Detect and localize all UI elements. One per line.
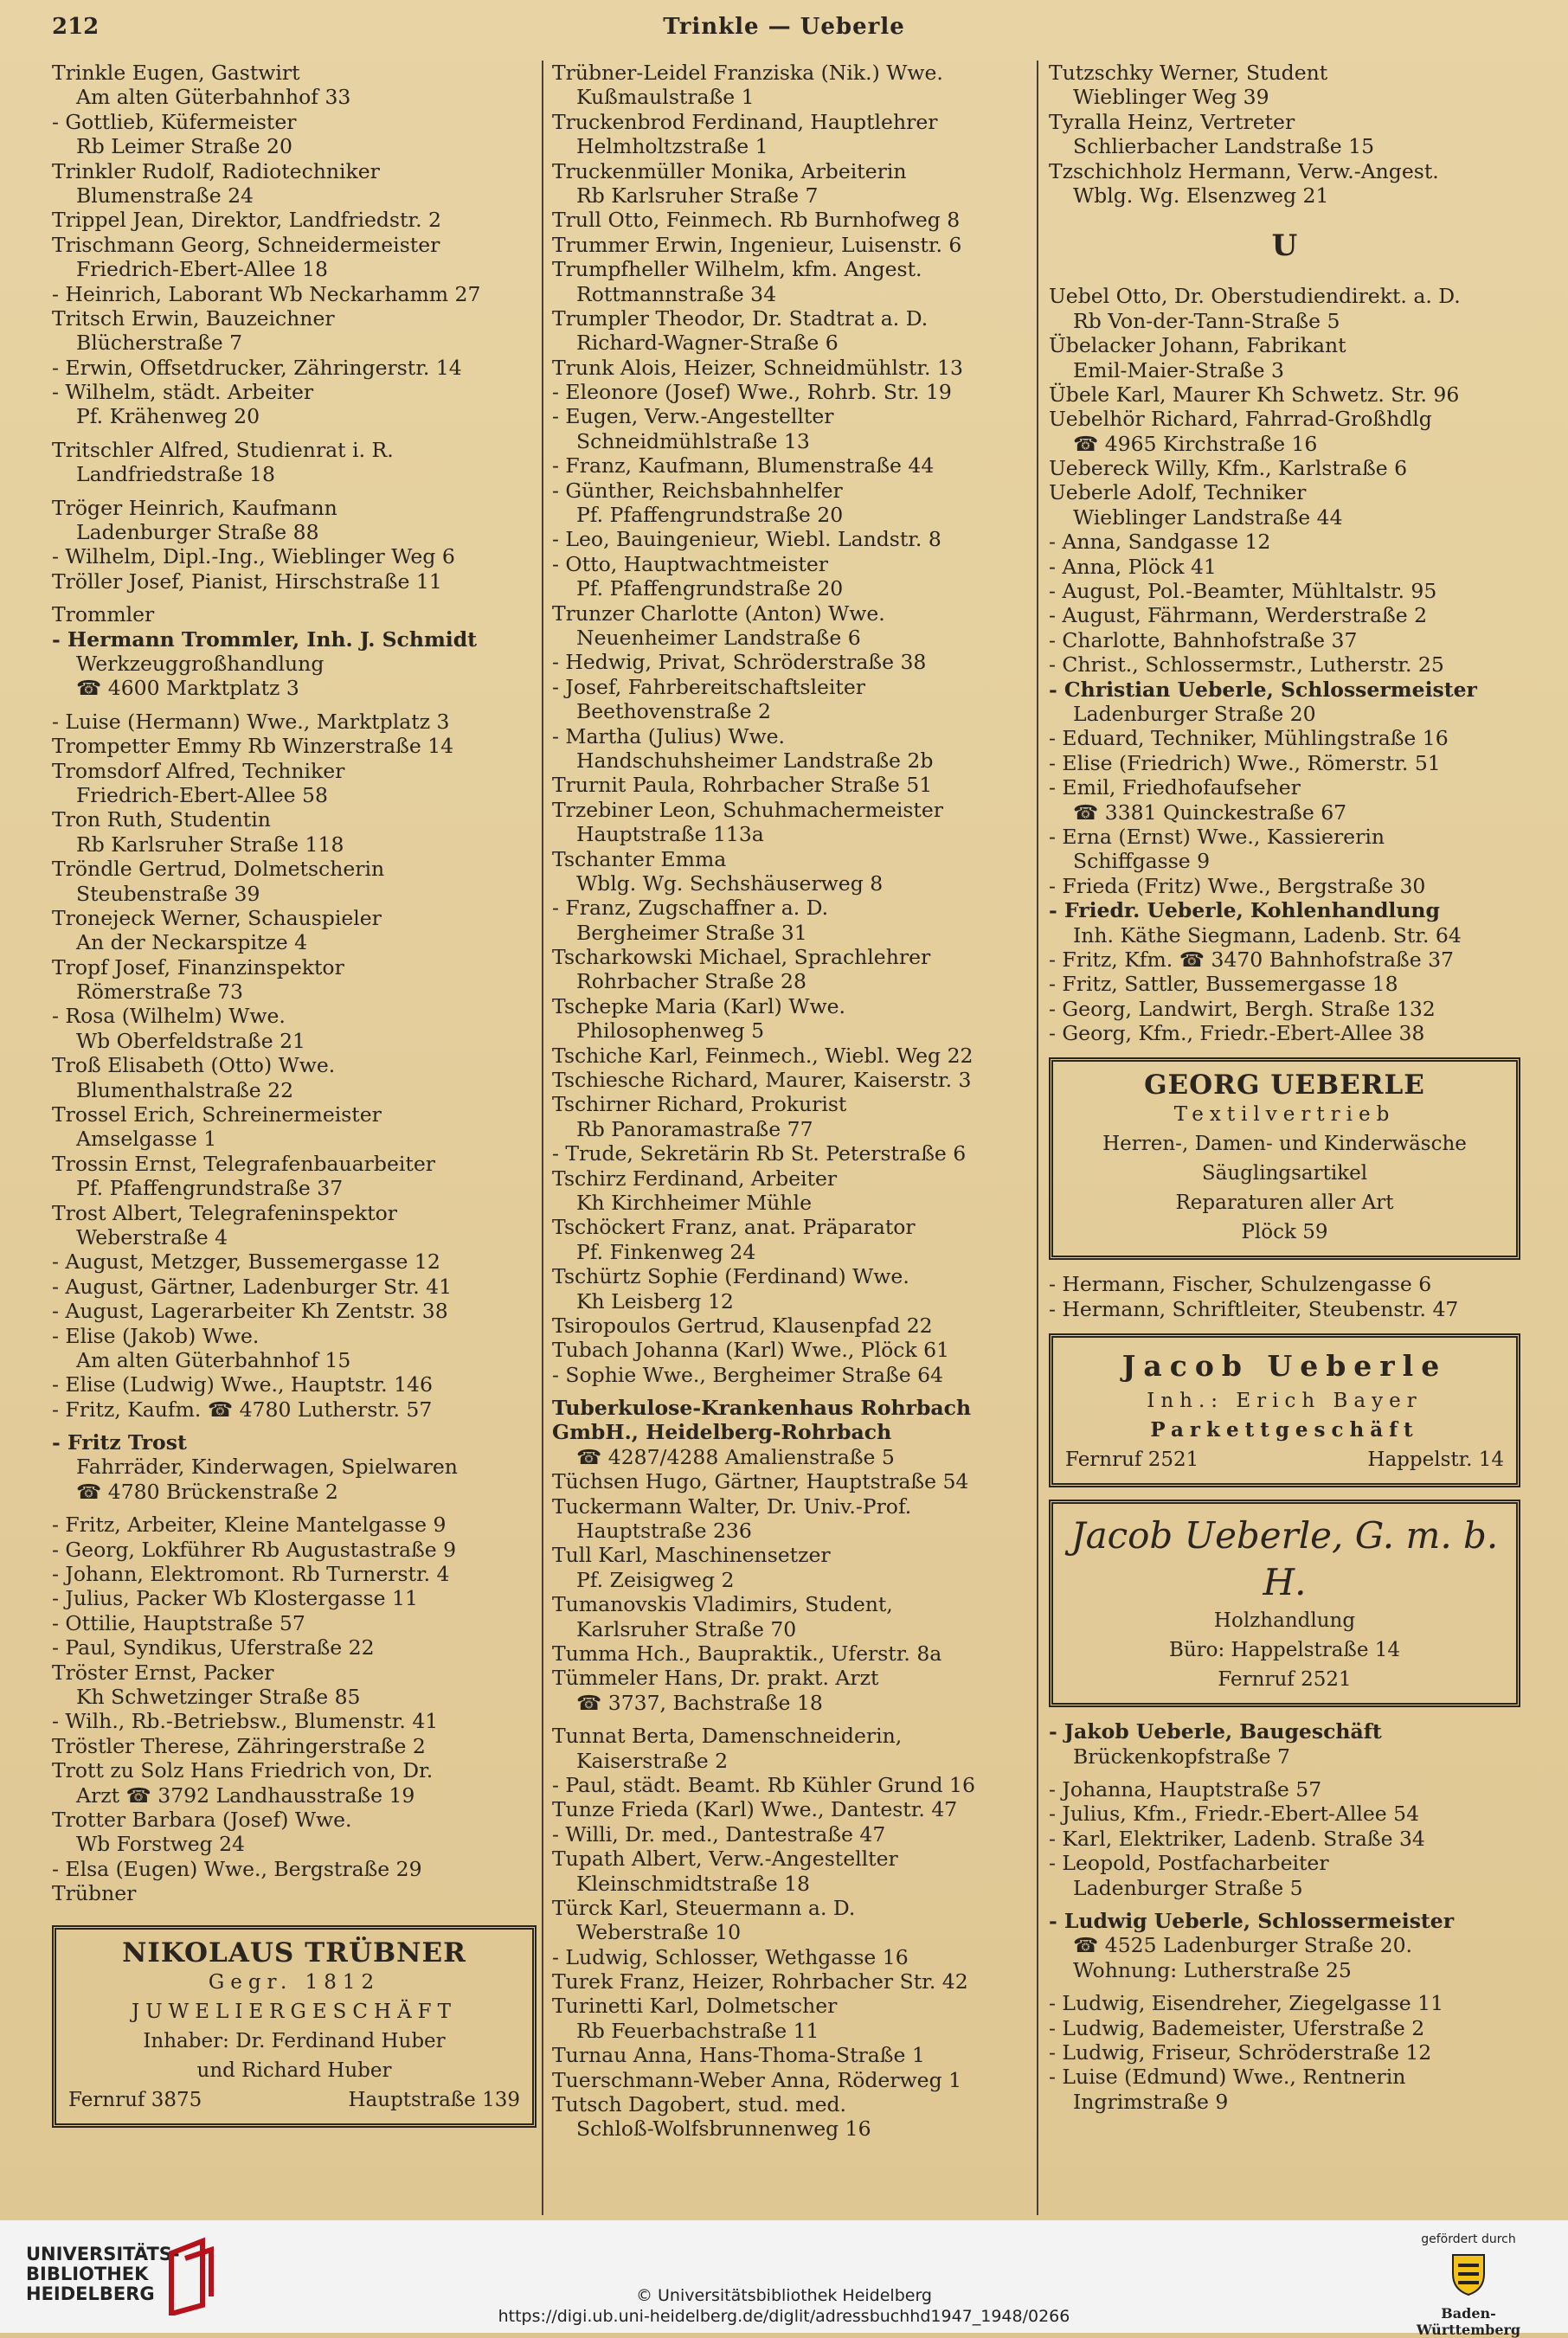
directory-entry-line: - Eduard, Techniker, Mühlingstraße 16 [1049,726,1449,751]
directory-entry-line: Truckenbrod Ferdinand, Hauptlehrer [552,109,938,134]
library-name-line: BIBLIOTHEK [26,2264,149,2284]
ad-line: Reparaturen aller Art [1175,1191,1394,1215]
directory-entry-line: Trommler [52,602,155,627]
ad-jacob-ueberle-parkett [1049,1333,1520,1487]
directory-entry-line: Trippel Jean, Direktor, Landfriedstr. 2 [52,208,441,233]
directory-entry-line: - Leo, Bauingenieur, Wiebl. Landstr. 8 [552,527,941,552]
ad-line: Herren-, Damen- und Kinderwäsche [1102,1133,1467,1156]
directory-entry-line: - Fritz, Kfm. ☎ 3470 Bahnhofstraße 37 [1049,947,1454,972]
entry-spacer [552,1715,1024,1724]
ad-phone: Fernruf 3875 [68,2088,202,2111]
directory-entry-line: Ladenburger Straße 5 [1073,1875,1303,1900]
directory-entry-line: - Jakob Ueberle, Baugeschäft [1049,1719,1382,1744]
directory-entry-line: Trossin Ernst, Telegrafenbauarbeiter [52,1151,435,1176]
ad-owner-line: und Richard Huber [196,2059,392,2082]
directory-entry-line: Trunzer Charlotte (Anton) Wwe. [552,601,885,626]
entry-spacer [52,1422,537,1430]
directory-entry-line: Am alten Güterbahnhof 15 [76,1347,351,1372]
directory-entry-line: Tschiche Karl, Feinmech., Wiebl. Weg 22 [552,1043,974,1068]
directory-entry-line: - Paul, städt. Beamt. Rb Kühler Grund 16 [552,1772,975,1797]
directory-entry-line: Tuckermann Walter, Dr. Univ.-Prof. [552,1493,912,1519]
directory-entry-line: - Frieda (Fritz) Wwe., Bergstraße 30 [1049,873,1426,898]
directory-entry-line: Kaiserstraße 2 [576,1748,729,1773]
directory-entry-line: Schneidmühlstraße 13 [576,428,810,453]
directory-entry-line: - Leopold, Postfacharbeiter [1049,1851,1329,1876]
directory-entry-line: Tröger Heinrich, Kaufmann [52,495,337,520]
directory-entry-line: - Hermann Trommler, Inh. J. Schmidt [52,626,478,652]
directory-entry-line: - Heinrich, Laborant Wb Neckarhamm 27 [52,281,481,306]
directory-entry-line: Tubach Johanna (Karl) Wwe., Plöck 61 [552,1338,950,1363]
directory-entry-line: - August, Fährmann, Werderstraße 2 [1049,603,1428,628]
ad-georg-ueberle [1049,1057,1520,1260]
ad-address: Happelstr. 14 [1367,1448,1504,1472]
directory-entry-line: ☎ 4525 Ladenburger Straße 20. [1073,1933,1413,1958]
page-number: 212 [52,14,100,40]
directory-entry-line: Friedrich-Ebert-Allee 18 [76,257,328,282]
directory-entry-line: Wblg. Wg. Elsenzweg 21 [1073,183,1329,208]
directory-entry-line: Weberstraße 10 [576,1920,742,1945]
directory-entry-line: Trurnit Paula, Rohrbacher Straße 51 [552,773,933,798]
directory-entry-line: Tumma Hch., Baupraktik., Uferstr. 8a [552,1641,942,1666]
sponsor-name: Baden-Württemberg [1416,2305,1521,2338]
directory-entry-line: Ingrimstraße 9 [1073,2089,1229,2114]
directory-entry-line: Tröndle Gertrud, Dolmetscherin [52,857,385,882]
directory-entry-line: Handschuhsheimer Landstraße 2b [576,748,934,773]
library-footer [0,2220,1568,2338]
directory-entry-line: Tritsch Erwin, Bauzeichner [52,305,335,331]
directory-entry-line: Tuerschmann-Weber Anna, Röderweg 1 [552,2067,962,2092]
directory-entry-line: Übele Karl, Maurer Kh Schwetz. Str. 96 [1049,382,1460,407]
directory-entry-line: Kh Kirchheimer Mühle [576,1190,812,1215]
section-letter: U [1271,228,1298,264]
entries-col3-mid [1049,284,1520,1045]
directory-entry-line: - Ottilie, Hauptstraße 57 [52,1610,305,1635]
directory-entry-line: - Charlotte, Bahnhofstraße 37 [1049,627,1358,652]
directory-entry-line: An der Neckarspitze 4 [76,930,308,955]
directory-entry-line: Emil-Maier-Straße 3 [1073,357,1284,382]
column-2 [552,61,1024,2142]
directory-entry-line: Trompetter Emmy Rb Winzerstraße 14 [52,734,454,759]
directory-entry-line: Tronejeck Werner, Schauspieler [52,905,382,930]
directory-entry-line: Tröstler Therese, Zähringerstraße 2 [52,1733,426,1758]
ad-address: Plöck 59 [1241,1221,1328,1244]
directory-entry-line: Trübner-Leidel Franziska (Nik.) Wwe. [552,61,943,85]
sponsor-label: gefördert durch [1421,2232,1516,2246]
directory-entry-line: - Hermann, Schriftleiter, Steubenstr. 47 [1049,1296,1459,1321]
directory-entry-line: - Hermann, Fischer, Schulzengasse 6 [1049,1272,1432,1297]
ad-business: JUWELIERGESCHÄFT [132,2000,457,2023]
directory-entry-line: Truckenmüller Monika, Arbeiterin [552,158,907,183]
directory-entry-line: Tschanter Emma [552,846,727,871]
directory-entry-line: - Wilhelm, Dipl.-Ing., Wieblinger Weg 6 [52,544,455,569]
directory-entry-line: - Ludwig Ueberle, Schlossermeister [1049,1908,1455,1933]
directory-entry-line: Tumanovskis Vladimirs, Student, [552,1592,893,1617]
directory-entry-line: - Anna, Plöck 41 [1049,554,1217,579]
directory-entry-line: Trunk Alois, Heizer, Schneidmühlstr. 13 [552,355,963,380]
directory-entry-line: - Julius, Packer Wb Klostergasse 11 [52,1586,418,1611]
directory-entry-line: Troß Elisabeth (Otto) Wwe. [52,1053,336,1078]
entry-spacer [1049,1982,1520,1991]
directory-entry-line: Rb Leimer Straße 20 [76,134,292,159]
column-1 [52,61,537,2140]
source-url[interactable]: https://digi.ub.uni-heidelberg.de/diglit/adressbuchhd1947_1948/0266 [498,2307,1070,2326]
directory-entry-line: Übelacker Johann, Fabrikant [1049,333,1346,358]
directory-entry-line: - Georg, Landwirt, Bergh. Straße 132 [1049,996,1436,1021]
directory-entry-line: - Karl, Elektriker, Ladenb. Straße 34 [1049,1826,1425,1851]
directory-entry-line: Ladenburger Straße 20 [1073,701,1316,726]
directory-entry-line: Tröller Josef, Pianist, Hirschstraße 11 [52,568,442,594]
directory-entry-line: GmbH., Heidelberg-Rohrbach [552,1420,892,1445]
directory-entry-line: Tschirz Ferdinand, Arbeiter [552,1166,838,1191]
directory-entry-line: Rb Karlsruher Straße 118 [76,832,344,857]
directory-entry-line: ☎ 4600 Marktplatz 3 [76,676,299,701]
ad-contact-row [68,2085,520,2115]
directory-entry-line: Wb Forstweg 24 [76,1832,246,1857]
directory-entry-line: - Trude, Sekretärin Rb St. Peterstraße 6 [552,1141,967,1166]
directory-entry-line: Trull Otto, Feinmech. Rb Burnhofweg 8 [552,208,961,233]
directory-entry-line: Neuenheimer Landstraße 6 [576,625,861,650]
directory-entry-line: Pf. Finkenweg 24 [576,1239,756,1264]
directory-entry-line: - Fritz, Sattler, Bussemergasse 18 [1049,972,1398,997]
directory-entry-line: Philosophenweg 5 [576,1018,765,1044]
directory-entry-line: Rb Feuerbachstraße 11 [576,2018,819,2043]
directory-entry-line: Trummer Erwin, Ingenieur, Luisenstr. 6 [552,232,962,257]
directory-entry-line: ☎ 4287/4288 Amalienstraße 5 [576,1444,895,1469]
directory-entry-line: Trinkle Eugen, Gastwirt [52,61,300,85]
copyright-notice: © Universitätsbibliothek Heidelberg [635,2286,932,2305]
directory-entry-line: - Fritz Trost [52,1430,187,1455]
directory-entry-line: Turinetti Karl, Dolmetscher [552,1994,838,2019]
directory-entry-line: ☎ 4780 Brückenstraße 2 [76,1479,338,1504]
directory-entry-line: - Wilh., Rb.-Betriebsw., Blumenstr. 41 [52,1709,439,1734]
directory-entry-line: - Ludwig, Eisendreher, Ziegelgasse 11 [1049,1991,1444,2016]
directory-entry-line: ☎ 4965 Kirchstraße 16 [1073,431,1318,456]
directory-entry-line: Römerstraße 73 [76,980,243,1005]
directory-entry-line: Wohnung: Lutherstraße 25 [1073,1957,1352,1982]
directory-entry-line: - Georg, Lokführer Rb Augustastraße 9 [52,1537,457,1562]
directory-entry-line: - Luise (Edmund) Wwe., Rentnerin [1049,2065,1406,2090]
ad-jacob-ueberle-holz [1049,1500,1520,1707]
directory-entry-line: Hauptstraße 113a [576,822,764,847]
directory-entry-line: Tron Ruth, Studentin [52,807,271,832]
entry-spacer [52,1504,537,1513]
ad-title: GEORG UEBERLE [1144,1069,1425,1102]
directory-entry-line: - Otto, Hauptwachtmeister [552,551,828,576]
ad-title: NIKOLAUS TRÜBNER [122,1937,466,1969]
ad-phone: Fernruf 2521 [1065,1448,1199,1472]
directory-entry-line: Brückenkopfstraße 7 [1073,1744,1290,1769]
entry-spacer [1049,1900,1520,1909]
entry-spacer [52,701,537,710]
directory-entry-line: Ladenburger Straße 88 [76,520,319,545]
directory-entry-line: - Georg, Kfm., Friedr.-Ebert-Allee 38 [1049,1021,1425,1046]
ad-contact-row [1065,1445,1504,1474]
directory-entry-line: Pf. Pfaffengrundstraße 20 [576,576,844,601]
directory-entry-line: Tschiesche Richard, Maurer, Kaiserstr. 3 [552,1068,972,1093]
ad-address: Hauptstraße 139 [348,2088,520,2111]
directory-entry-line: Beethovenstraße 2 [576,699,771,724]
directory-entry-line: - Ludwig, Bademeister, Uferstraße 2 [1049,2015,1425,2040]
ad-business: Holzhandlung [1213,1609,1356,1633]
directory-entry-line: - Wilhelm, städt. Arbeiter [52,380,314,405]
entry-spacer [1049,1769,1520,1777]
directory-entry-line: Schloß-Wolfsbrunnenweg 16 [576,2116,871,2142]
sponsor-block [1404,2232,1533,2338]
directory-entry-line: - Eleonore (Josef) Wwe., Rohrb. Str. 19 [552,380,952,405]
directory-entry-line: Wb Oberfeldstraße 21 [76,1028,306,1053]
directory-entry-line: Steubenstraße 39 [76,881,260,906]
directory-entry-line: - Christ., Schlossermstr., Lutherstr. 25 [1049,652,1444,678]
directory-entry-line: Pf. Pfaffengrundstraße 20 [576,503,844,528]
directory-entry-line: - Eugen, Verw.-Angestellter [552,404,834,429]
directory-entry-line: - August, Pol.-Beamter, Mühltalstr. 95 [1049,579,1437,604]
directory-entry-line: Helmholtzstraße 1 [576,134,768,159]
directory-entry-line: Wieblinger Landstraße 44 [1073,504,1343,530]
directory-entry-line: - Elsa (Eugen) Wwe., Bergstraße 29 [52,1856,422,1881]
directory-entry-line: Blumenthalstraße 22 [76,1077,294,1102]
column-3 [1049,61,1520,2114]
directory-entry-line: Tutsch Dagobert, stud. med. [552,2092,847,2117]
directory-entry-line: Am alten Güterbahnhof 33 [76,85,351,110]
directory-entry-line: Tull Karl, Maschinensetzer [552,1543,831,1568]
directory-entry-line: - Willi, Dr. med., Dantestraße 47 [552,1821,886,1847]
ad-business: Parkettgeschäft [1150,1418,1419,1442]
library-name-line: HEIDELBERG [26,2283,155,2304]
directory-entry-line: - Elise (Ludwig) Wwe., Hauptstr. 146 [52,1372,433,1397]
directory-entry-line: Trossel Erich, Schreinermeister [52,1102,382,1127]
directory-entry-line: Tyralla Heinz, Vertreter [1049,109,1295,134]
directory-entry-line: - Paul, Syndikus, Uferstraße 22 [52,1635,375,1660]
directory-entry-line: - Günther, Reichsbahnhelfer [552,478,843,503]
ad-line: Säuglingsartikel [1201,1162,1368,1185]
directory-entry-line: Amselgasse 1 [76,1127,217,1152]
ad-office: Büro: Happelstraße 14 [1168,1639,1401,1662]
directory-entry-line: - Josef, Fahrbereitschaftsleiter [552,674,865,699]
entry-spacer [52,594,537,602]
ad-business: Textilvertrieb [1173,1103,1396,1127]
directory-entry-line: - Anna, Sandgasse 12 [1049,530,1271,555]
directory-entry-line: Tzschichholz Hermann, Verw.-Angest. [1049,158,1439,183]
entry-spacer [552,1387,1024,1396]
directory-entry-line: Turnau Anna, Hans-Thoma-Straße 1 [552,2043,925,2068]
entry-spacer [52,429,537,438]
directory-entry-line: - Julius, Kfm., Friedr.-Ebert-Allee 54 [1049,1802,1420,1827]
directory-entry-line: Bergheimer Straße 31 [576,920,807,945]
directory-entry-line: - Luise (Hermann) Wwe., Marktplatz 3 [52,709,450,734]
directory-entry-line: Rb Von-der-Tann-Straße 5 [1073,308,1340,333]
directory-entry-line: - Elise (Jakob) Wwe. [52,1323,260,1348]
directory-entry-line: Kußmaulstraße 1 [576,85,755,110]
directory-entry-line: Tuberkulose-Krankenhaus Rohrbach [552,1396,972,1421]
directory-entry-line: Trott zu Solz Hans Friedrich von, Dr. [52,1758,434,1783]
directory-entry-line: Kh Schwetzinger Straße 85 [76,1685,361,1709]
directory-entry-line: - Martha (Julius) Wwe. [552,723,786,748]
ad-owner: Inh.: Erich Bayer [1147,1390,1423,1413]
directory-entry-line: Hauptstraße 236 [576,1519,752,1544]
directory-entry-line: Tsiropoulos Gertrud, Klausenpfad 22 [552,1313,933,1338]
directory-entry-line: Pf. Pfaffengrundstraße 37 [76,1176,344,1201]
directory-entry-line: Tschirner Richard, Prokurist [552,1092,847,1117]
directory-entry-line: - August, Lagerarbeiter Kh Zentstr. 38 [52,1299,448,1324]
directory-entry-line: Trumpler Theodor, Dr. Stadtrat a. D. [552,305,929,331]
directory-entry-line: - Sophie Wwe., Bergheimer Straße 64 [552,1362,943,1387]
directory-entry-line: - Johann, Elektromont. Rb Turnerstr. 4 [52,1562,450,1587]
ad-phone: Fernruf 2521 [1218,1668,1352,1692]
directory-entry-line: Türck Karl, Steuermann a. D. [552,1895,856,1920]
directory-entry-line: Tscharkowski Michael, Sprachlehrer [552,945,931,970]
directory-entry-line: Landfriedstraße 18 [76,462,275,487]
directory-entry-line: Tromsdorf Alfred, Techniker [52,758,345,783]
directory-entry-line: - Friedr. Ueberle, Kohlenhandlung [1049,898,1440,923]
entries-col3-after-ad [1049,1272,1520,1321]
directory-entry-line: Tschepke Maria (Karl) Wwe. [552,993,845,1018]
directory-entry-line: Trischmann Georg, Schneidermeister [52,232,440,257]
directory-entry-line: Rottmannstraße 34 [576,281,777,306]
column-rule [1037,61,1038,2215]
directory-entry-line: Wblg. Wg. Sechshäuserweg 8 [576,870,884,896]
directory-entry-line: Trotter Barbara (Josef) Wwe. [52,1807,352,1832]
ad-nikolaus-truebner [52,1925,537,2128]
directory-entry-line: - Gottlieb, Küfermeister [52,109,297,134]
library-name-line: UNIVERSITÄTS- [26,2244,180,2264]
directory-entry-line: - Ludwig, Schlosser, Wethgasse 16 [552,1944,909,1969]
directory-entry-line: Tschürtz Sophie (Ferdinand) Wwe. [552,1264,909,1289]
directory-entry-line: - Erna (Ernst) Wwe., Kassiererin [1049,824,1385,849]
entries-col3-top [1049,61,1520,208]
directory-entry-line: Inh. Käthe Siegmann, Ladenb. Str. 64 [1073,922,1462,947]
directory-entry-line: - Emil, Friedhofaufseher [1049,775,1301,800]
ad-owner-line: Inhaber: Dr. Ferdinand Huber [143,2029,446,2052]
directory-entry-line: Rb Karlsruher Straße 7 [576,183,819,208]
directory-entry-line: Pf. Krähenweg 20 [76,404,260,429]
directory-entry-line: - Christian Ueberle, Schlossermeister [1049,677,1477,702]
entry-spacer [52,487,537,496]
directory-entry-line: Uebereck Willy, Kfm., Karlstraße 6 [1049,456,1408,481]
directory-entry-line: Tüchsen Hugo, Gärtner, Hauptstraße 54 [552,1469,969,1494]
directory-entry-line: Fahrräder, Kinderwagen, Spielwaren [76,1455,458,1480]
directory-entry-line: Tümmeler Hans, Dr. prakt. Arzt [552,1666,879,1691]
page-header [0,10,1568,45]
directory-entry-line: Trost Albert, Telegrafeninspektor [52,1200,398,1225]
directory-entry-line: Rb Panoramastraße 77 [576,1116,813,1141]
directory-entry-line: - Franz, Kaufmann, Blumenstraße 44 [552,453,935,479]
directory-entry-line: Trumpfheller Wilhelm, kfm. Angest. [552,257,922,282]
state-coat-of-arms-icon [1443,2246,1494,2298]
directory-entry-line: - Fritz, Arbeiter, Kleine Mantelgasse 9 [52,1513,447,1538]
directory-entry-line: Schiffgasse 9 [1073,849,1211,874]
directory-entry-line: Trübner [52,1881,137,1906]
ad-title: Jacob Ueberle [1121,1349,1448,1384]
directory-entry-line: Tupath Albert, Verw.-Angestellter [552,1847,898,1872]
entries-col2 [552,61,1024,2142]
directory-entry-line: - Ludwig, Friseur, Schröderstraße 12 [1049,2039,1432,2065]
directory-entry-line: Tropf Josef, Finanzinspektor [52,954,344,980]
directory-entry-line: Kh Leisberg 12 [576,1288,734,1314]
directory-entry-line: Trzebiner Leon, Schuhmachermeister [552,797,943,822]
ad-title: Jacob Ueberle, G. m. b. H. [1070,1514,1499,1604]
directory-entry-line: Blücherstraße 7 [76,331,243,356]
directory-entry-line: Werkzeuggroßhandlung [76,651,325,676]
column-rule [542,61,543,2215]
directory-entry-line: ☎ 3381 Quinckestraße 67 [1073,800,1347,825]
directory-entry-line: Schlierbacher Landstraße 15 [1073,134,1375,159]
directory-entry-line: Tunnat Berta, Damenschneiderin, [552,1724,903,1749]
directory-entry-line: Uebel Otto, Dr. Oberstudiendirekt. a. D. [1049,284,1461,309]
directory-entry-line: Tritschler Alfred, Studienrat i. R. [52,437,394,462]
directory-entry-line: Karlsruher Straße 70 [576,1616,797,1641]
directory-entry-line: - August, Gärtner, Ladenburger Str. 41 [52,1274,453,1299]
directory-entry-line: Arzt ☎ 3792 Landhausstraße 19 [76,1782,415,1808]
ad-founded: Gegr. 1812 [208,1970,381,1994]
directory-entry-line: Tröster Ernst, Packer [52,1660,274,1685]
directory-entry-line: Pf. Zeisigweg 2 [576,1567,735,1592]
directory-entry-line: Tutzschky Werner, Student [1049,61,1328,85]
directory-entry-line: Weberstraße 4 [76,1224,228,1249]
directory-entry-line: Blumenstraße 24 [76,183,254,208]
directory-entry-line: Friedrich-Ebert-Allee 58 [76,782,328,807]
directory-entry-line: - Rosa (Wilhelm) Wwe. [52,1004,286,1029]
directory-entry-line: - Johanna, Hauptstraße 57 [1049,1777,1322,1802]
directory-entry-line: Rohrbacher Straße 28 [576,969,806,994]
directory-entry-line: - Hedwig, Privat, Schröderstraße 38 [552,650,927,675]
directory-entry-line: - Franz, Zugschaffner a. D. [552,896,829,921]
directory-entry-line: Uebelhör Richard, Fahrrad-Großhdlg [1049,407,1432,432]
entries-col1 [52,61,537,1906]
directory-entry-line: Turek Franz, Heizer, Rohrbacher Str. 42 [552,1969,968,1994]
directory-entry-line: Kleinschmidtstraße 18 [576,1871,810,1896]
directory-entry-line: - August, Metzger, Bussemergasse 12 [52,1249,440,1275]
directory-entry-line: Richard-Wagner-Straße 6 [576,331,839,356]
directory-entry-line: - Elise (Friedrich) Wwe., Römerstr. 51 [1049,750,1441,775]
directory-entry-line: ☎ 3737, Bachstraße 18 [576,1690,823,1715]
directory-entry-line: Tunze Frieda (Karl) Wwe., Dantestr. 47 [552,1797,958,1822]
entries-col3-bottom [1049,1719,1520,2114]
directory-entry-line: Wieblinger Weg 39 [1073,85,1269,110]
directory-entry-line: - Fritz, Kaufm. ☎ 4780 Lutherstr. 57 [52,1397,433,1422]
running-title: Trinkle — Ueberle [663,14,905,40]
directory-entry-line: - Erwin, Offsetdrucker, Zähringerstr. 14 [52,355,462,380]
directory-entry-line: Trinkler Rudolf, Radiotechniker [52,158,380,183]
directory-entry-line: Ueberle Adolf, Techniker [1049,480,1307,505]
directory-entry-line: Tschöckert Franz, anat. Präparator [552,1215,916,1240]
